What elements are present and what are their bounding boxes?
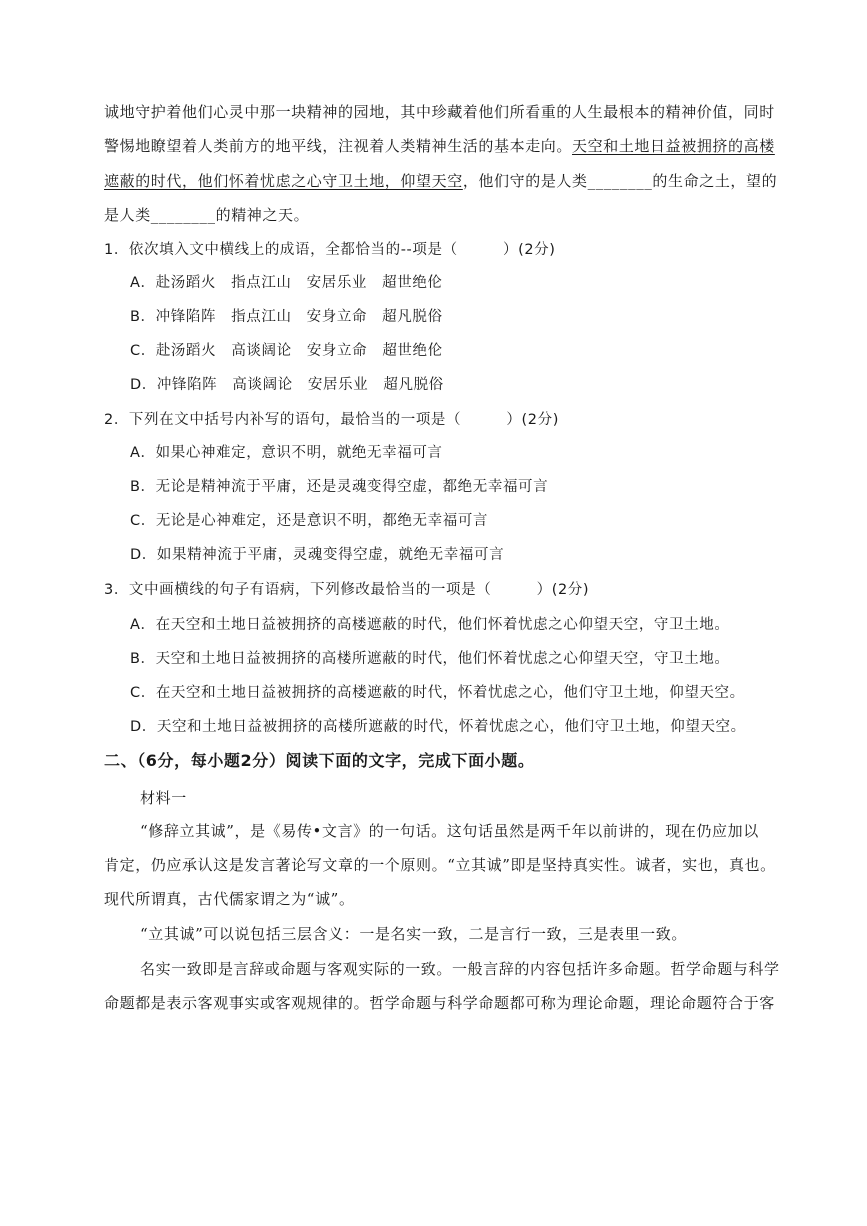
question-1-option-d: D．冲锋陷阵 高谈阔论 安居乐业 超凡脱俗 bbox=[130, 377, 444, 393]
underlined-sentence-part-2: 遮蔽的时代，他们怀着忧虑之心守卫土地，仰望天空 bbox=[104, 172, 463, 190]
material-1-para-1-line-2: 肯定，仍应承认这是发言著论写文章的一个原则。“立其诚”即是坚持真实性。诚者，实也，真也。 bbox=[104, 856, 776, 874]
question-3-option-d: D．天空和土地日益被拥挤的高楼所遮蔽的时代，怀着忧虑之心，他们守卫土地，仰望天空。 bbox=[130, 719, 746, 735]
intro-line-2-text: 警惕地瞭望着人类前方的地平线，注视着人类精神生活的基本走向。 bbox=[104, 137, 573, 155]
question-3-option-b: B．天空和土地日益被拥挤的高楼所遮蔽的时代，他们怀着忧虑之心仰望天空，守卫土地。 bbox=[130, 651, 730, 667]
question-2-option-d: D．如果精神流于平庸，灵魂变得空虚，就绝无幸福可言 bbox=[130, 547, 505, 563]
question-3-stem: 3．文中画横线的句子有语病，下列修改最恰当的一项是（ ）(2分) bbox=[104, 582, 590, 598]
question-2-option-a: A．如果心神难定，意识不明，就绝无幸福可言 bbox=[130, 445, 443, 461]
material-1-para-3-line-2: 命题都是表示客观事实或客观规律的。哲学命题与科学命题都可称为理论命题，理论命题符合于客 bbox=[104, 994, 775, 1012]
material-1-para-1-line-3: 现代所谓真，古代儒家谓之为“诚”。 bbox=[104, 890, 355, 908]
question-1-option-b: B．冲锋陷阵 指点江山 安身立命 超凡脱俗 bbox=[130, 309, 443, 325]
material-1-para-2: “立其诚”可以说包括三层含义：一是名实一致，二是言行一致，三是表里一致。 bbox=[140, 925, 687, 943]
question-3-option-c: C．在天空和土地日益被拥挤的高楼遮蔽的时代，怀着忧虑之心，他们守卫土地，仰望天空。 bbox=[130, 685, 745, 701]
material-1-label: 材料一 bbox=[140, 789, 187, 807]
question-2-option-c: C．无论是心神难定，还是意识不明，都绝无幸福可言 bbox=[130, 513, 489, 529]
question-2-stem: 2．下列在文中括号内补写的语句，最恰当的一项是（ ）(2分) bbox=[104, 412, 559, 428]
material-1-para-1-line-1: “修辞立其诚”，是《易传•文言》的一句话。这句话虽然是两千年以前讲的，现在仍应加以 bbox=[140, 822, 759, 840]
intro-line-2 bbox=[104, 136, 775, 156]
question-1-option-a: A．赴汤蹈火 指点江山 安居乐业 超世绝伦 bbox=[130, 275, 443, 291]
underlined-sentence-part-1: 天空和土地日益被拥挤的高楼 bbox=[572, 137, 775, 155]
question-1-stem: 1．依次填入文中横线上的成语，全都恰当的--项是（ ）(2分) bbox=[104, 242, 556, 258]
question-3-option-a: A．在天空和土地日益被拥挤的高楼遮蔽的时代，他们怀着忧虑之心仰望天空，守卫土地。 bbox=[130, 617, 730, 633]
intro-line-3 bbox=[104, 171, 778, 191]
section-2-heading: 二、（6分，每小题2分）阅读下面的文字，完成下面小题。 bbox=[104, 751, 535, 770]
material-1-para-3-line-1: 名实一致即是言辞或命题与客观实际的一致。一般言辞的内容包括许多命题。哲学命题与科学 bbox=[140, 960, 780, 978]
intro-line-4: 是人类________的精神之天。 bbox=[104, 206, 310, 224]
question-1-option-c: C．赴汤蹈火 高谈阔论 安身立命 超世绝伦 bbox=[130, 343, 443, 359]
intro-line-1: 诚地守护着他们心灵中那一块精神的园地，其中珍藏着他们所看重的人生最根本的精神价值，同时 bbox=[104, 103, 775, 121]
intro-line-3-text: ，他们守的是人类________的生命之土，望的 bbox=[462, 172, 778, 190]
question-2-option-b: B．无论是精神流于平庸，还是灵魂变得空虚，都绝无幸福可言 bbox=[130, 479, 549, 495]
